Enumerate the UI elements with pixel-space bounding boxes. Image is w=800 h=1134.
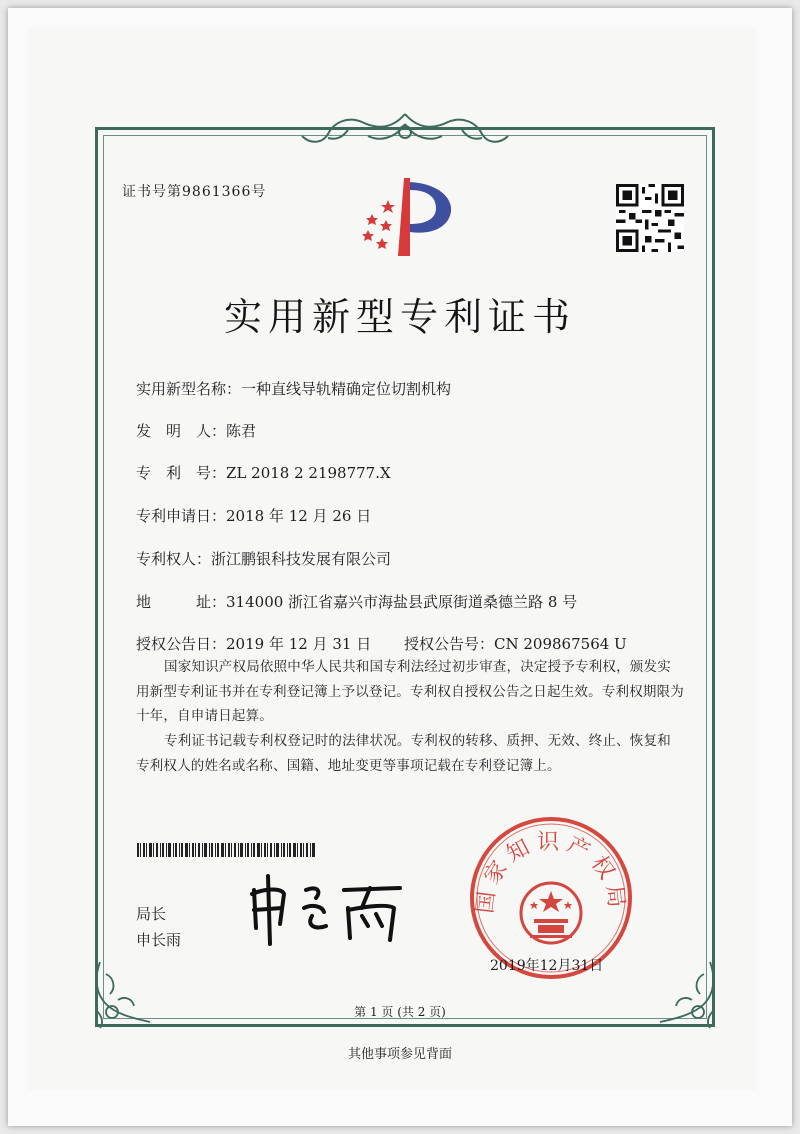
field-label: 实用新型名称： [136,380,242,398]
barcode-icon [137,843,317,857]
footer-note: 其他事项参见背面 [347,1047,452,1062]
field-label: 专利权人： [136,550,212,568]
page-indicator: 第 1 页 (共 2 页) [354,1005,446,1019]
field-address [136,591,577,612]
field-value: 2018 年 12 月 26 日 [226,507,372,525]
field-value: 陈君 [226,422,257,440]
field-patent-number [136,462,391,483]
field-grant-number [404,633,627,654]
field-patentee [136,548,391,569]
field-value: ZL 2018 2 2198777.X [226,464,391,482]
field-value: 浙江鹏银科技发展有限公司 [211,550,392,568]
official-title: 局长 [136,905,167,923]
patent-office-logo-icon [348,174,464,260]
field-filing-date [136,505,371,526]
field-value: 2019 年 12 月 31 日 [226,635,372,653]
field-utility-model-name [136,378,451,399]
field-label: 专利申请日： [136,507,227,525]
field-value: 314000 浙江省嘉兴市海盐县武原街道桑德兰路 8 号 [226,593,578,611]
signature-icon [232,868,412,948]
field-value: CN 209867564 U [494,635,627,653]
official-name: 申长雨 [136,931,182,949]
body-paragraph: 国家知识产权局依照中华人民共和国专利法经过初步审查，决定授予专利权，颁发实用新型专利证书并在专利登记簿上予以登记。专利权自授权公告之日起生效。专利权期限为十年，自申请日起算。 [136,659,684,724]
seal-date: 2019年12月31日 [490,958,604,974]
field-label: 专 利 号： [136,464,227,482]
qr-code-icon [616,184,684,252]
field-label: 授权公告日： [136,635,227,653]
field-label: 授权公告号： [404,635,495,653]
field-label: 发 明 人： [136,422,227,440]
body-paragraph: 专利证书记载专利权登记时的法律状况。专利权的转移、质押、无效、终止、恢复和专利权人的姓名或名称、国籍、地址变更等事项记载在专利登记簿上。 [136,733,671,774]
certificate-number: 证书号第9861366号 [122,184,267,200]
field-label: 地 址： [136,593,227,611]
certificate-title: 实用新型专利证书 [223,295,576,339]
svg-text:国家知识产权局: 国家知识产权局 [472,830,630,915]
top-ornament-icon [298,108,512,152]
field-inventor [136,420,256,441]
field-grant-date [136,633,371,654]
field-value: 一种直线导轨精确定位切割机构 [241,380,452,398]
